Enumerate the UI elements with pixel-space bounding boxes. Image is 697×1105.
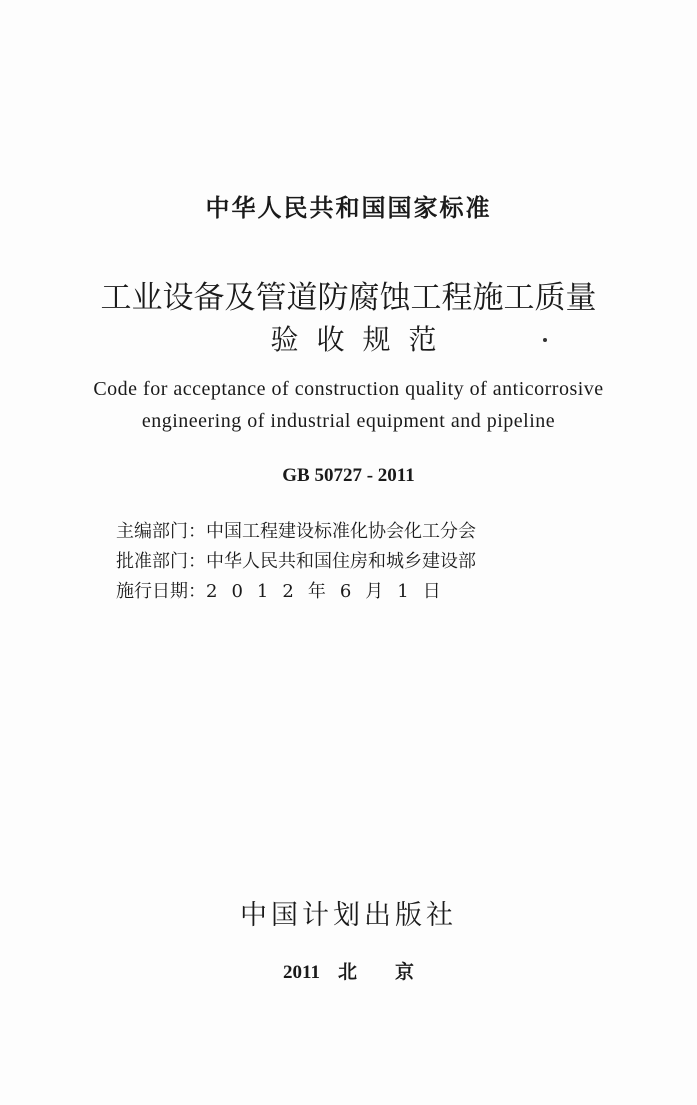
date-part: 日: [422, 581, 441, 602]
approver-row: [116, 547, 476, 577]
editor-label: 主编部门：: [116, 521, 206, 542]
standard-type: 中华人民共和国国家标准: [205, 194, 492, 222]
date-part: 年: [307, 581, 326, 602]
stray-dot-mark: [543, 338, 547, 342]
city-char: 京: [394, 962, 414, 983]
title-cn-line1: 工业设备及管道防腐蚀工程施工质量: [100, 280, 597, 316]
city-char: 北: [337, 962, 357, 983]
effective-label: 施行日期：: [116, 581, 206, 602]
date-part: 1: [397, 581, 409, 602]
publisher-name: 中国计划出版社: [240, 900, 457, 931]
approver-label: 批准部门：: [116, 551, 206, 572]
publication-year: 2011: [283, 962, 320, 983]
editor-row: [116, 517, 476, 547]
approver-value: 中华人民共和国住房和城乡建设部: [206, 551, 476, 572]
info-block: [116, 517, 476, 607]
date-part: 月: [365, 581, 384, 602]
publication-year-place: [0, 957, 697, 984]
title-en-line2: engineering of industrial equipment and pipeline: [141, 410, 556, 432]
date-part: 1: [256, 581, 269, 602]
date-part: 2: [206, 581, 218, 602]
editor-value: 中国工程建设标准化协会化工分会: [206, 521, 476, 542]
date-part: 0: [231, 581, 243, 602]
date-part: 6: [339, 581, 352, 602]
effective-date-row: [116, 577, 476, 607]
title-cn-line2: 验收规范: [270, 323, 455, 356]
standard-code: GB 50727 - 2011: [282, 465, 415, 486]
publication-city: [338, 962, 414, 983]
effective-date: [206, 581, 455, 602]
title-en-line1: Code for acceptance of construction quality of anticorrosive: [93, 378, 604, 400]
date-part: 2: [282, 581, 294, 602]
